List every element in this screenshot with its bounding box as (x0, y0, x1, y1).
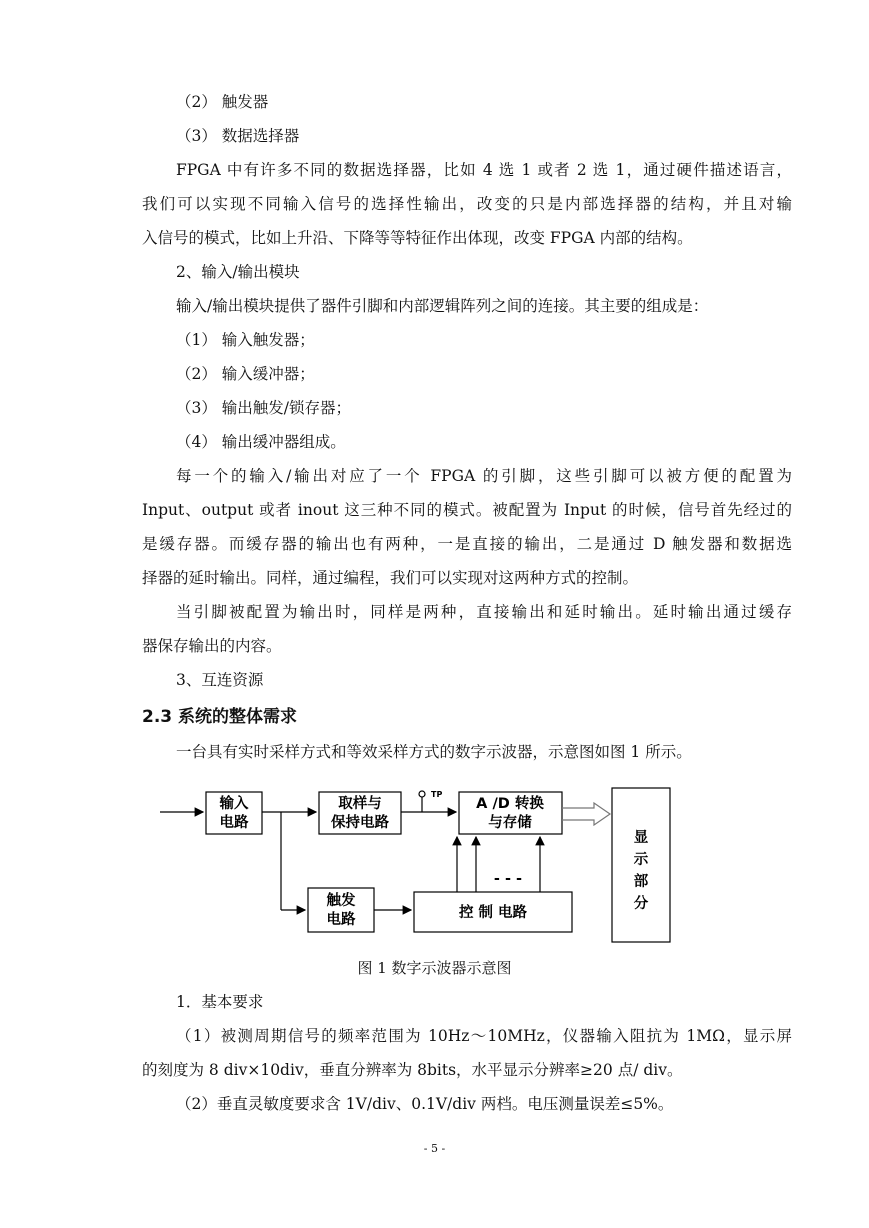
input-circuit-label-1: 输入 (219, 796, 249, 812)
paragraph-line: （2）垂直灵敏度要求含 1V/div、0.1V/div 两档。电压测量误差≤5%。 (176, 1095, 674, 1113)
adc-label-2: 与存储 (488, 815, 532, 831)
control-label: 控 制 电路 (458, 905, 528, 921)
dashes-label: - - - (493, 871, 523, 887)
paragraph-line: 当引脚被配置为输出时，同样是两种，直接输出和延时输出。延时输出通过缓存 (176, 603, 792, 621)
hollow-arrow-icon (562, 803, 610, 825)
paragraph-line: 的刻度为 8 div×10div，垂直分辨率为 8bits，水平显示分辨率≥20 点/ div。 (142, 1061, 683, 1079)
oscilloscope-block-diagram (0, 780, 869, 955)
display-label-4: 分 (633, 896, 649, 912)
sample-hold-label-1: 取样与 (338, 796, 382, 812)
trigger-label-2: 电路 (326, 912, 356, 928)
section-title-interconnect: 3、互连资源 (176, 671, 264, 689)
paragraph-line: 是缓存器。而缓存器的输出也有两种，一是直接的输出，二是通过 D 触发器和数据选 (142, 535, 792, 553)
list-item: （2） 输入缓冲器； (176, 365, 315, 383)
test-point-icon (419, 791, 425, 797)
input-circuit-label-2: 电路 (219, 815, 249, 831)
list-item-trigger: （2） 触发器 (176, 93, 269, 111)
paragraph-line: 择器的延时输出。同样，通过编程，我们可以实现对这两种方式的控制。 (142, 569, 639, 587)
paragraph-line: 入信号的模式，比如上升沿、下降等等特征作出体现，改变 FPGA 内部的结构。 (142, 229, 693, 247)
display-label-2: 示 (633, 852, 649, 868)
page-number: - 5 - (423, 1142, 446, 1155)
trigger-label-1: 触发 (326, 893, 356, 909)
display-label-1: 显 (633, 830, 649, 846)
subsection-title: 1．基本要求 (176, 993, 264, 1011)
display-label-3: 部 (633, 874, 649, 890)
figure-caption: 图 1 数字示波器示意图 (357, 959, 512, 977)
section-title-io: 2、输入/输出模块 (176, 263, 300, 281)
paragraph-line: Input、output 或者 inout 这三种不同的模式。被配置为 Input 的时候，信号首先经过的 (142, 501, 792, 519)
paragraph-line: （1）被测周期信号的频率范围为 10Hz～10MHz，仪器输入阻抗为 1MΩ，显示屏 (176, 1027, 792, 1045)
adc-label-1: A /D 转换 (476, 796, 544, 812)
paragraph-line: 每一个的输入/输出对应了一个 FPGA 的引脚，这些引脚可以被方便的配置为 (176, 467, 792, 485)
paragraph-line: 我们可以实现不同输入信号的选择性输出，改变的只是内部选择器的结构，并且对输 (142, 195, 792, 213)
list-item: （4） 输出缓冲器组成。 (176, 433, 346, 451)
list-item: （3） 输出触发/锁存器； (176, 399, 352, 417)
list-item-data-selector: （3） 数据选择器 (176, 127, 300, 145)
paragraph-line: 输入/输出模块提供了器件引脚和内部逻辑阵列之间的连接。其主要的组成是： (176, 297, 709, 315)
sample-hold-label-2: 保持电路 (331, 815, 389, 831)
intro-paragraph: 一台具有实时采样方式和等效采样方式的数字示波器，示意图如图 1 所示。 (176, 743, 692, 761)
tp-label: TP (431, 790, 443, 799)
paragraph-line: FPGA 中有许多不同的数据选择器，比如 4 选 1 或者 2 选 1，通过硬件描述语言， (176, 161, 792, 179)
paragraph-line: 器保存输出的内容。 (142, 637, 282, 655)
list-item: （1） 输入触发器； (176, 331, 315, 349)
section-heading: 2.3 系统的整体需求 (142, 707, 298, 727)
